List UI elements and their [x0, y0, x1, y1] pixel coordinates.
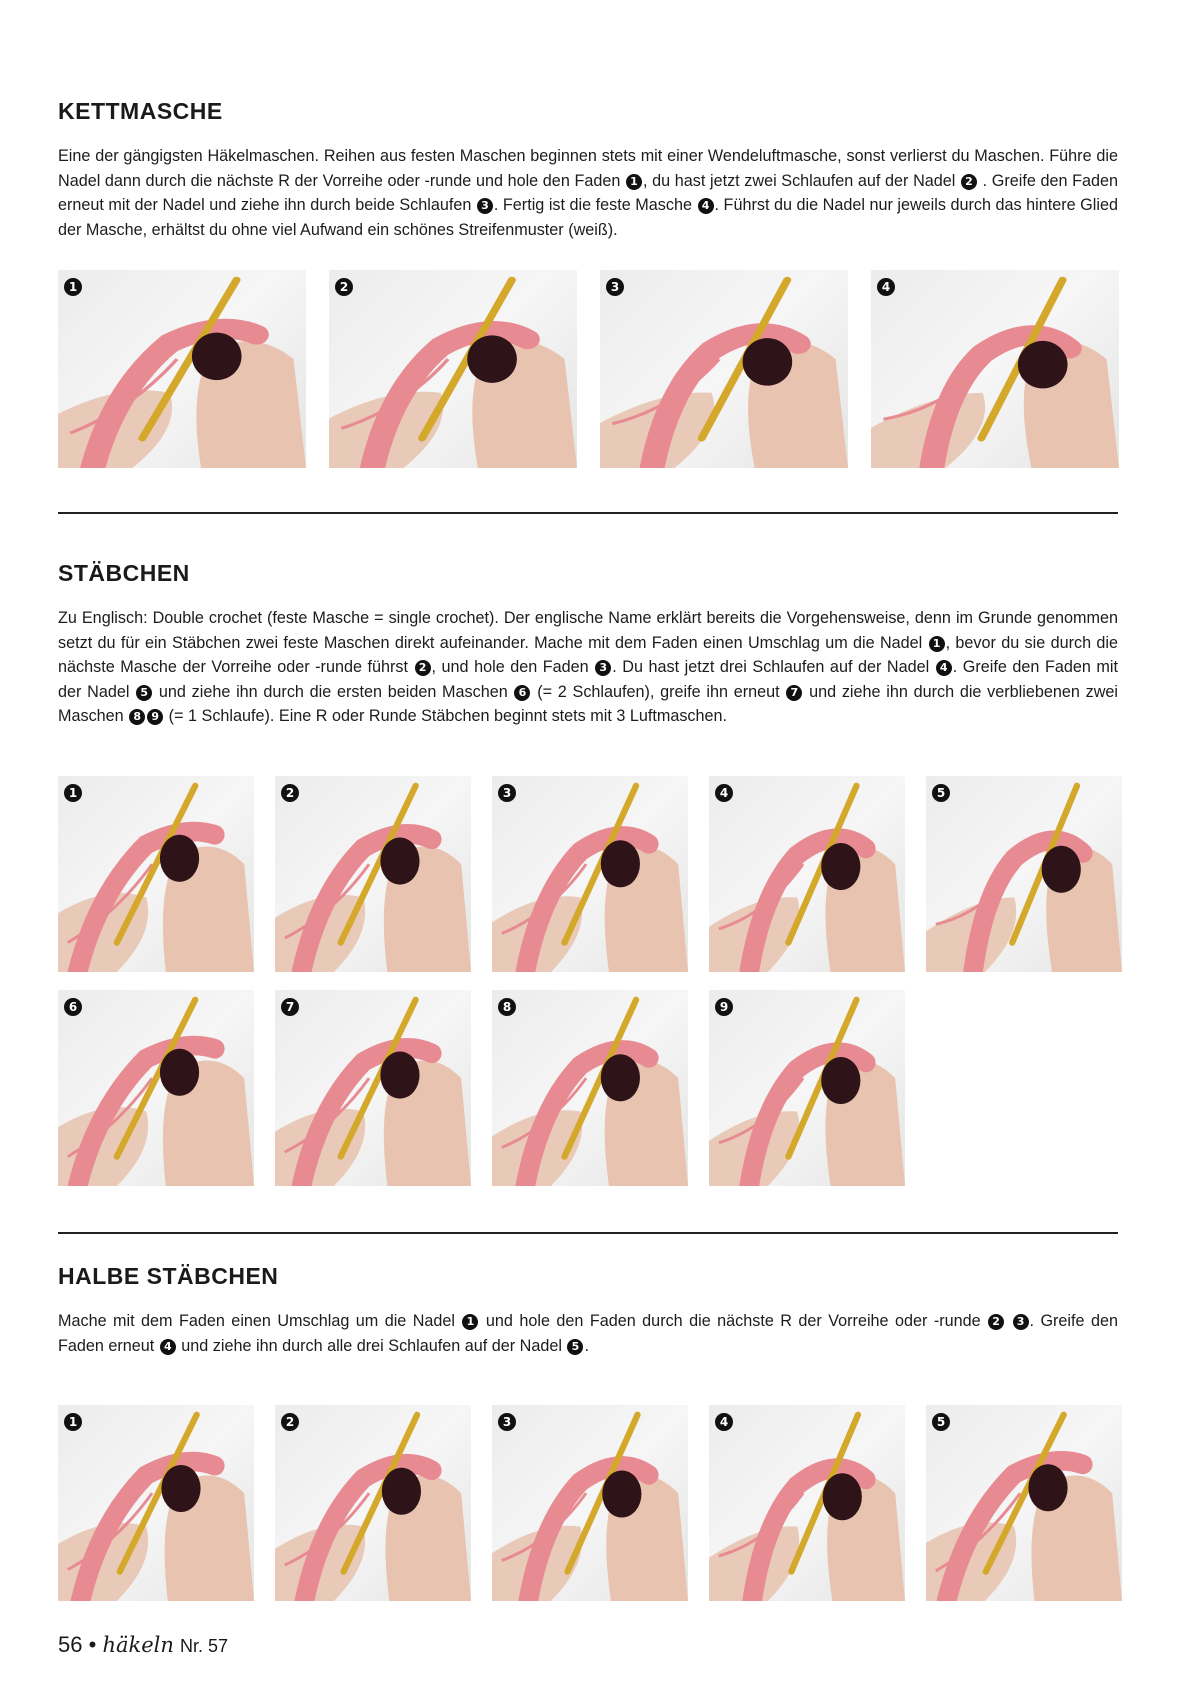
section-text — [58, 606, 1118, 729]
text-run: , und hole den Faden — [431, 658, 595, 676]
fingernail — [1018, 341, 1068, 389]
crochet-illustration — [275, 1405, 471, 1601]
step-number-badge: 3 — [498, 784, 516, 802]
text-run: , du hast jetzt zwei Schlaufen auf der Nadel — [642, 171, 960, 190]
step-number-badge: 1 — [462, 1314, 478, 1330]
fingernail — [161, 1465, 200, 1512]
step-photo — [709, 1405, 905, 1601]
step-photo — [58, 1405, 254, 1601]
page-footer — [58, 1632, 228, 1658]
page-number: 56 — [58, 1632, 83, 1657]
text-run: und hole den Faden durch die nächste R der Vorreihe oder -runde — [479, 1312, 988, 1330]
crochet-illustration — [926, 1405, 1122, 1601]
step-number-badge: 1 — [64, 278, 82, 296]
crochet-illustration — [709, 1405, 905, 1601]
crochet-illustration — [871, 270, 1119, 468]
photo-row-staebchen-1 — [58, 776, 1122, 972]
step-number-badge: 4 — [715, 784, 733, 802]
section-halbe-staebchen — [58, 1263, 1118, 1358]
text-run: . Greife den Faden erneut — [58, 1312, 1118, 1355]
fingernail — [601, 840, 640, 887]
step-photo — [275, 776, 471, 972]
text-run — [1005, 1312, 1011, 1330]
text-run: Eine der gängigsten Häkelmaschen. Reihen aus festen Maschen beginnen stets mit einer Wendeluftmasche, sonst verlierst du Maschen. Führe die Nadel dann durch die nächste R der Vorreihe oder -runde und hole den Faden — [58, 147, 1118, 190]
crochet-illustration — [58, 1405, 254, 1601]
step-number-badge: 2 — [415, 660, 431, 676]
fingernail — [1028, 1464, 1067, 1511]
step-number-badge: 9 — [147, 709, 163, 725]
step-number-badge: 3 — [498, 1413, 516, 1431]
fingernail — [601, 1054, 640, 1101]
photo-row-kettmasche — [58, 270, 1119, 468]
crochet-illustration — [492, 990, 688, 1186]
text-run: , bevor du sie durch die nächste Masche der Vorreihe oder -runde führst — [58, 633, 1118, 676]
step-number-badge: 2 — [961, 174, 977, 190]
photo-row-staebchen-2 — [58, 990, 905, 1186]
step-number-badge: 2 — [281, 1413, 299, 1431]
text-run: . Fertig ist die feste Masche — [493, 196, 697, 214]
step-number-badge: 6 — [64, 998, 82, 1016]
step-photo — [492, 1405, 688, 1601]
step-number-badge: 1 — [626, 174, 642, 190]
step-photo — [709, 776, 905, 972]
text-run: . Du hast jetzt drei Schlaufen auf der Nadel — [612, 658, 935, 676]
step-number-badge: 2 — [281, 784, 299, 802]
step-number-badge: 1 — [929, 636, 945, 652]
text-run: Zu Englisch: Double crochet (feste Masche = single crochet). Der englische Name erklärt bereits die Vorgehensweise, denn im Grunde genommen setzt du für ein Stäbchen zwei feste Maschen direkt aufeinander. Mache mit dem Faden einen Umschlag um die Nadel — [58, 609, 1118, 652]
step-number-badge: 5 — [567, 1339, 583, 1355]
text-run: . — [584, 1336, 589, 1355]
text-run: (= 2 Schlaufen), greife ihn erneut — [531, 682, 786, 701]
step-photo — [58, 990, 254, 1186]
crochet-illustration — [58, 270, 306, 468]
fingernail — [467, 335, 517, 383]
crochet-illustration — [926, 776, 1122, 972]
step-number-badge: 7 — [281, 998, 299, 1016]
crochet-illustration — [58, 990, 254, 1186]
crochet-illustration — [275, 990, 471, 1186]
step-number-badge: 7 — [786, 685, 802, 701]
step-photo — [926, 776, 1122, 972]
section-title: KETTMASCHE — [58, 98, 223, 124]
fingernail — [380, 838, 419, 885]
section-kettmasche — [58, 98, 1118, 242]
crochet-illustration — [58, 776, 254, 972]
step-number-badge: 3 — [1013, 1314, 1029, 1330]
fingernail — [192, 333, 242, 381]
step-number-badge: 4 — [936, 660, 952, 676]
crochet-illustration — [492, 1405, 688, 1601]
step-photo — [275, 990, 471, 1186]
step-photo — [58, 270, 306, 468]
issue-number: Nr. 57 — [180, 1636, 229, 1656]
fingernail — [160, 1049, 199, 1096]
text-run: . Greife den Faden erneut mit der Nadel und ziehe ihn durch beide Schlaufen — [58, 171, 1118, 214]
text-run: und ziehe ihn durch alle drei Schlaufen auf der Nadel — [176, 1336, 567, 1355]
step-number-badge: 5 — [932, 784, 950, 802]
fingernail — [821, 843, 860, 890]
step-number-badge: 4 — [160, 1339, 176, 1355]
step-number-badge: 8 — [498, 998, 516, 1016]
fingernail — [160, 835, 199, 882]
step-photo — [492, 776, 688, 972]
text-run: (= 1 Schlaufe). Eine R oder Runde Stäbchen beginnt stets mit 3 Luftmaschen. — [164, 707, 728, 725]
step-photo — [275, 1405, 471, 1601]
step-photo — [871, 270, 1119, 468]
step-photo — [709, 990, 905, 1186]
section-divider — [58, 1232, 1118, 1234]
footer-bullet: • — [88, 1632, 97, 1657]
step-photo — [329, 270, 577, 468]
fingernail — [823, 1473, 862, 1520]
step-photo — [600, 270, 848, 468]
step-number-badge: 4 — [715, 1413, 733, 1431]
fingernail — [382, 1468, 421, 1515]
crochet-illustration — [329, 270, 577, 468]
section-divider — [58, 512, 1118, 514]
fingernail — [743, 338, 793, 386]
step-number-badge: 4 — [698, 198, 714, 214]
crochet-illustration — [600, 270, 848, 468]
step-number-badge: 3 — [595, 660, 611, 676]
fingernail — [1042, 846, 1081, 893]
step-number-badge: 8 — [129, 709, 145, 725]
text-run: und ziehe ihn durch die ersten beiden Maschen — [153, 682, 514, 701]
step-number-badge: 5 — [136, 685, 152, 701]
step-number-badge: 1 — [64, 784, 82, 802]
crochet-illustration — [275, 776, 471, 972]
crochet-illustration — [709, 776, 905, 972]
crochet-illustration — [492, 776, 688, 972]
step-number-badge: 4 — [877, 278, 895, 296]
step-number-badge: 3 — [477, 198, 493, 214]
crochet-illustration — [709, 990, 905, 1186]
step-number-badge: 2 — [988, 1314, 1004, 1330]
section-title: STÄBCHEN — [58, 560, 190, 586]
fingernail — [602, 1470, 641, 1517]
step-number-badge: 5 — [932, 1413, 950, 1431]
step-number-badge: 9 — [715, 998, 733, 1016]
text-run: und ziehe ihn durch die verbliebenen zwei Maschen — [58, 682, 1118, 725]
magazine-brand: häkeln — [102, 1633, 174, 1657]
step-number-badge: 1 — [64, 1413, 82, 1431]
text-run: . Führst du die Nadel nur jeweils durch das hintere Glied der Masche, erhältst du ohne viel Aufwand ein schönes Streifenmuster (weiß). — [58, 196, 1118, 239]
section-text — [58, 144, 1118, 242]
step-photo — [492, 990, 688, 1186]
step-number-badge: 6 — [514, 685, 530, 701]
photo-row-halbe-staebchen — [58, 1405, 1122, 1601]
fingernail — [380, 1052, 419, 1099]
fingernail — [821, 1057, 860, 1104]
section-text — [58, 1309, 1118, 1358]
text-run: . Greife den Faden mit der Nadel — [58, 658, 1118, 701]
text-run: Mache mit dem Faden einen Umschlag um die Nadel — [58, 1312, 462, 1330]
step-photo — [926, 1405, 1122, 1601]
step-number-badge: 2 — [335, 278, 353, 296]
section-staebchen — [58, 560, 1118, 729]
section-title: HALBE STÄBCHEN — [58, 1263, 279, 1289]
step-photo — [58, 776, 254, 972]
step-number-badge: 3 — [606, 278, 624, 296]
